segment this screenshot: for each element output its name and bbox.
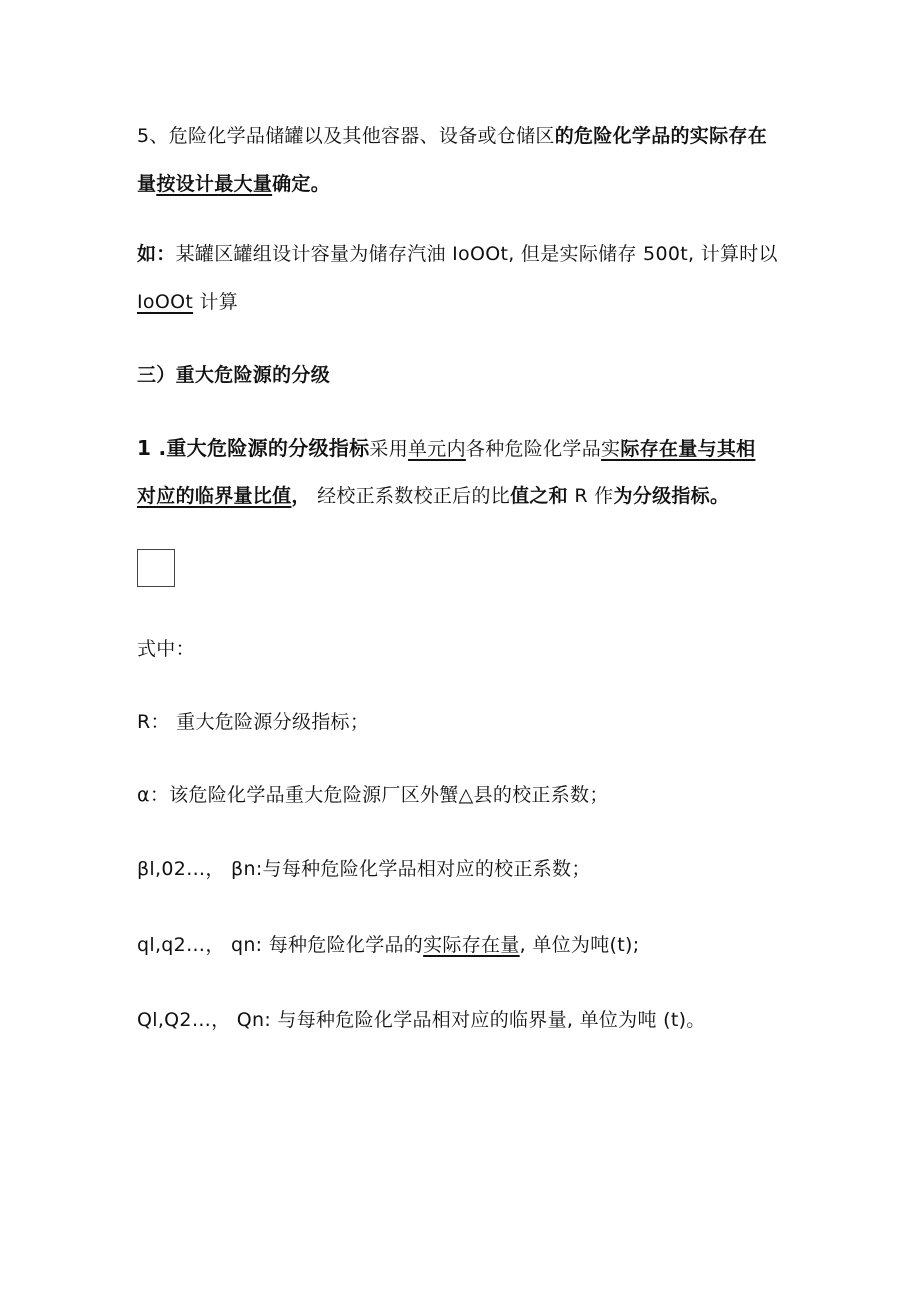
p1-bold-text: 确定。 [272,173,331,195]
p3-bold-text: 1 .重大危险源的分级指标 [137,436,370,460]
p3-underlined-text: 实 [601,438,621,460]
p1-text: 5、危险化学品储罐以及其他容器、设备或仓储区 [137,125,555,147]
p1-bold-text: 的危险化学品的实际存在 [554,125,768,147]
paragraph-1-line-2 [137,170,330,198]
definition-text: ql,q2…， qn: 每种危险化学品的 [137,934,424,956]
p3-bold-text: 值之和 [510,485,568,507]
p3-bold-underlined-text: 对应的临界量比值 [137,485,292,507]
formula-image-placeholder [137,549,175,587]
p3-text: 各种危险化学品 [465,438,602,460]
example-underlined-value: IoOOt [137,291,194,313]
p3-text: 作 [594,485,614,507]
definition-underlined-text: 实际存在量 [423,934,520,956]
definition-q-upper: Ql,Q2…， Qn: 与每种危险化学品相对应的临界量, 单位为吨 (t)。 [137,1009,706,1031]
p3-bold-text: ， [291,485,311,507]
example-text: 某罐区罐组设计容量为储存汽油 IoOOt, 但是实际储存 500t, 计算时以 [175,243,778,265]
p3-underlined-text: 单元内 [408,438,466,460]
section-heading: 三）重大危险源的分级 [137,364,331,386]
p3-bold-underlined-text: 际存在量与其相 [620,438,756,460]
paragraph-3-line-2 [137,482,729,510]
formula-label: 式中： [137,638,195,660]
paragraph-1-line-1 [137,122,767,150]
p3-text: R [567,485,595,507]
example-label: 如： [137,243,176,265]
p1-bold-text: 量 [137,173,157,195]
definition-alpha: α：该危险化学品重大危险源厂区外蟹△县的校正系数； [137,784,609,806]
p1-underlined-text: 按设计最大量 [156,173,273,195]
paragraph-2-line-2 [137,288,238,316]
definition-r: R： 重大危险源分级指标； [137,711,370,733]
definition-beta: βl,02…， βn:与每种危险化学品相对应的校正系数； [137,858,591,880]
definition-q-lower [137,931,639,959]
paragraph-3-line-1 [137,434,755,463]
example-text: 计算 [199,291,239,313]
paragraph-2-line-1 [137,240,778,268]
p3-text: 采用 [369,438,408,460]
definition-text: , 单位为吨(t); [519,934,640,956]
p3-text: 经校正系数校正后的比 [317,485,511,507]
p3-bold-text: 为分级指标。 [613,485,730,507]
